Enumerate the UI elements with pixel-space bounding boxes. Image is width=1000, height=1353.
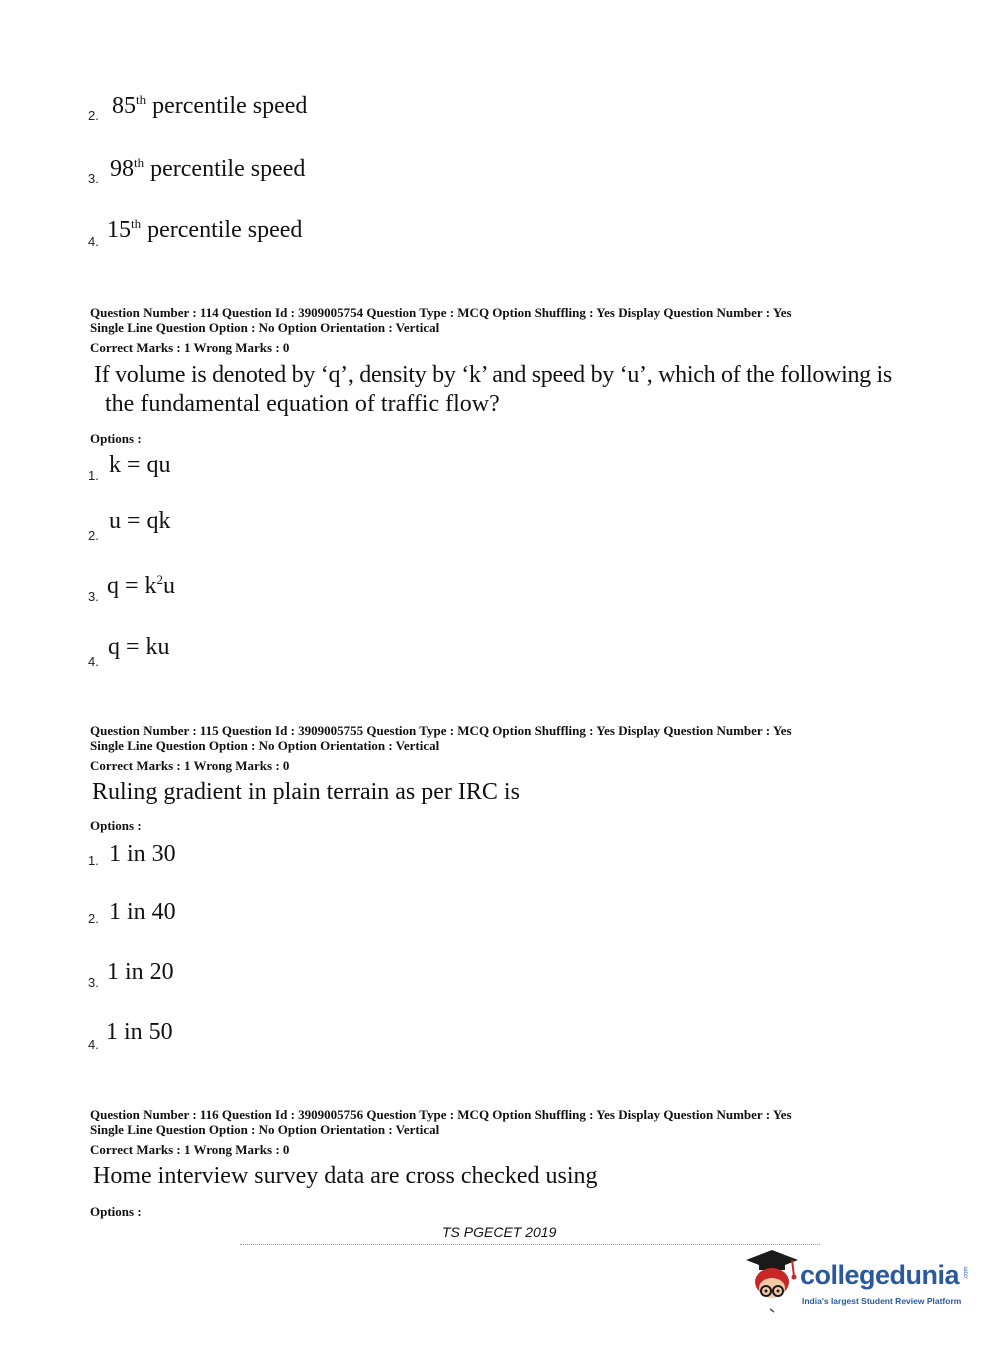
- option-number: 1.: [88, 853, 99, 868]
- question-meta: Question Number : 114 Question Id : 3909005754 Question Type : MCQ Option Shuffling : Yes Display Question Number : Yes: [90, 305, 792, 320]
- question-text: If volume is denoted by ‘q’, density by ‘k’ and speed by ‘u’, which of the following is: [94, 362, 892, 388]
- option-number: 3.: [88, 171, 99, 186]
- question-meta-line2: Single Line Question Option : No Option Orientation : Vertical: [90, 1122, 440, 1137]
- question-text: Ruling gradient in plain terrain as per IRC is: [92, 779, 520, 805]
- option-text: u = qk: [109, 508, 171, 534]
- logo-brand: collegedunia: [800, 1260, 960, 1290]
- collegedunia-logo[interactable]: [742, 1246, 972, 1316]
- option-text: 1 in 50: [106, 1019, 173, 1045]
- option-text: 98th percentile speed: [110, 155, 306, 182]
- question-text-line2: the fundamental equation of traffic flow?: [105, 391, 500, 417]
- option-text: 1 in 20: [107, 959, 174, 985]
- option-text: 85th percentile speed: [112, 92, 308, 119]
- question-meta: Question Number : 116 Question Id : 3909005756 Question Type : MCQ Option Shuffling : Yes Display Question Number : Yes: [90, 1107, 792, 1122]
- mascot-graduate-icon: [742, 1246, 802, 1316]
- option-number: 4.: [88, 654, 99, 669]
- page-footer: TS PGECET 2019: [442, 1224, 557, 1240]
- option-text: $q = k^2u$: [107, 572, 176, 599]
- option-text: q = ku: [108, 634, 170, 660]
- logo-dotcom: .com: [963, 1266, 970, 1280]
- logo-tagline: India's largest Student Review Platform: [802, 1296, 962, 1306]
- option-text: 1 in 30: [109, 841, 176, 867]
- marks-info: Correct Marks : 1 Wrong Marks : 0: [90, 758, 290, 773]
- options-label: Options :: [90, 818, 142, 833]
- marks-info: Correct Marks : 1 Wrong Marks : 0: [90, 340, 290, 355]
- option-text: 1 in 40: [109, 899, 176, 925]
- options-label: Options :: [90, 431, 142, 446]
- question-meta-line2: Single Line Question Option : No Option Orientation : Vertical: [90, 738, 440, 753]
- option-number: 4.: [88, 234, 99, 249]
- option-text: k = qu: [109, 452, 171, 478]
- question-meta-line2: Single Line Question Option : No Option Orientation : Vertical: [90, 320, 440, 335]
- question-meta: Question Number : 115 Question Id : 3909005755 Question Type : MCQ Option Shuffling : Yes Display Question Number : Yes: [90, 723, 792, 738]
- option-number: 2.: [88, 528, 99, 543]
- option-text: 15th percentile speed: [107, 216, 303, 243]
- option-number: 1.: [88, 468, 99, 483]
- options-label: Options :: [90, 1204, 142, 1219]
- divider: [240, 1244, 820, 1245]
- option-number: 2.: [88, 108, 99, 123]
- question-text: Home interview survey data are cross checked using: [93, 1163, 598, 1189]
- marks-info: Correct Marks : 1 Wrong Marks : 0: [90, 1142, 290, 1157]
- option-number: 3.: [88, 589, 99, 604]
- option-number: 4.: [88, 1037, 99, 1052]
- option-number: 3.: [88, 975, 99, 990]
- option-number: 2.: [88, 911, 99, 926]
